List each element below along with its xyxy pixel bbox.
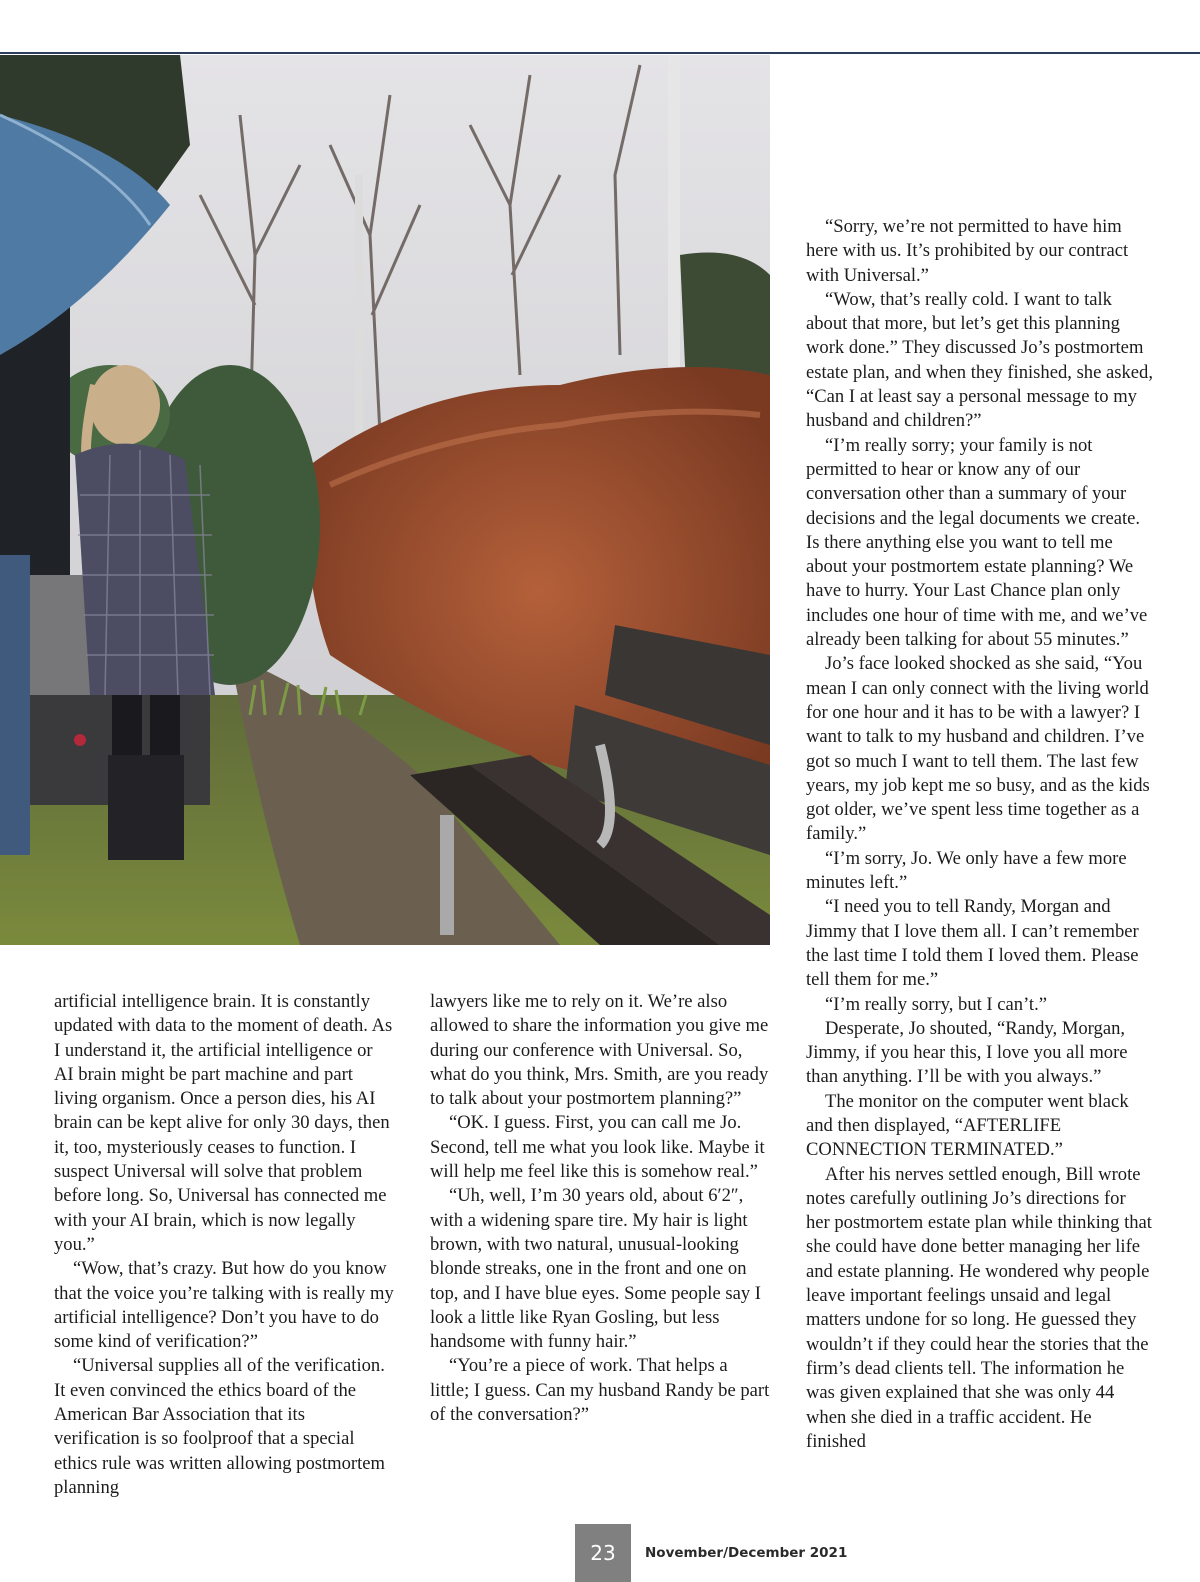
paragraph: “Wow, that’s crazy. But how do you know that the voice you’re talking with is really my artificial intelligence? Don’t you have to do some kind of verification?” bbox=[54, 1258, 394, 1353]
paragraph: lawyers like me to rely on it. We’re also allowed to share the information you give me during our conference with Universal. So, what do you think, Mrs. Smith, are you ready to talk about your postmortem planning?” bbox=[430, 991, 769, 1110]
paragraph: Desperate, Jo shouted, “Randy, Morgan, Jimmy, if you hear this, I love you all more than anything. I’ll be with you always.” bbox=[806, 1017, 1128, 1088]
cemetery-photo bbox=[0, 55, 770, 945]
page-footer bbox=[575, 1524, 847, 1582]
paragraph: Jo’s face looked shocked as she said, “You mean I can only connect with the living world for one hour and it has to be with a lawyer? I want to talk to my husband and children. I’ve got so much I want to tell them. The last few years, my job kept me so busy, and as the kids got older, we’ve spent less time together as a family.” bbox=[806, 653, 1150, 845]
article-column-1 bbox=[54, 990, 394, 1500]
page-number: 23 bbox=[575, 1524, 631, 1582]
paragraph: artificial intelligence brain. It is constantly updated with data to the moment of death. As I understand it, the artificial intelligence or AI brain might be part machine and part living organism. Once a person dies, his AI brain can be kept alive for only 30 days, then it, too, mysteriously ceases to function. I suspect Universal will solve that problem before long. So, Universal has connected me with your AI brain, which is now legally you.” bbox=[54, 991, 393, 1255]
paragraph: “Universal supplies all of the verification. It even convinced the ethics board of the American Bar Association that its verification is so foolproof that a special ethics rule was written allowing postmortem planning bbox=[54, 1355, 386, 1498]
paragraph: “Wow, that’s really cold. I want to talk about that more, but let’s get this planning work done.” They discussed Jo’s postmortem estate plan, and when they finished, she asked, “Can I at least say a personal message to my husband and children?” bbox=[806, 288, 1153, 432]
paragraph: “I’m really sorry; your family is not permitted to hear or know any of our conversation other than a summary of your decisions and the legal documents we create. Is there anything else you want to tell me about your postmortem estate planning? We have to hurry. Your Last Chance plan only includes one hour of time with me, and we’ve already been talking for about 55 minutes.” bbox=[806, 434, 1148, 651]
issue-date: November/December 2021 bbox=[645, 1545, 848, 1561]
paragraph: “Sorry, we’re not permitted to have him here with us. It’s prohibited by our contract with Universal.” bbox=[806, 216, 1129, 286]
paragraph: After his nerves settled enough, Bill wrote notes carefully outlining Jo’s directions for her postmortem estate plan while thinking that she could have done better managing her life and estate planning. He wondered why people leave important feelings unsaid and legal matters undone for so long. He guessed they wouldn’t if they could hear the stories that the firm’s dead clients tell. The information he was given explained that she was only 44 when she died in a traffic accident. He finished bbox=[806, 1163, 1152, 1452]
paragraph: The monitor on the computer went black and then displayed, “AFTERLIFE CONNECTION TERMINATED.” bbox=[806, 1090, 1129, 1161]
paragraph: “I need you to tell Randy, Morgan and Jimmy that I love them all. I can’t remember the last time I told them I loved them. Please tell them for me.” bbox=[806, 896, 1139, 991]
paragraph: “I’m really sorry, but I can’t.” bbox=[825, 993, 1047, 1015]
paragraph: “Uh, well, I’m 30 years old, about 6′2″, with a widening spare tire. My hair is light brown, with two natural, unusual-looking blonde streaks, one in the front and one on top, and I have blue eyes. Some people say I look a little like Ryan Gosling, but less handsome with funny hair.” bbox=[430, 1185, 761, 1353]
top-rule bbox=[0, 52, 1200, 54]
article-column-2 bbox=[430, 990, 770, 1427]
article-column-3 bbox=[806, 215, 1154, 1454]
paragraph: “You’re a piece of work. That helps a little; I guess. Can my husband Randy be part of the conversation?” bbox=[430, 1355, 770, 1426]
paragraph: “OK. I guess. First, you can call me Jo. Second, tell me what you look like. Maybe it will help me feel like this is somehow real.” bbox=[430, 1112, 765, 1183]
paragraph: “I’m sorry, Jo. We only have a few more minutes left.” bbox=[806, 847, 1127, 894]
